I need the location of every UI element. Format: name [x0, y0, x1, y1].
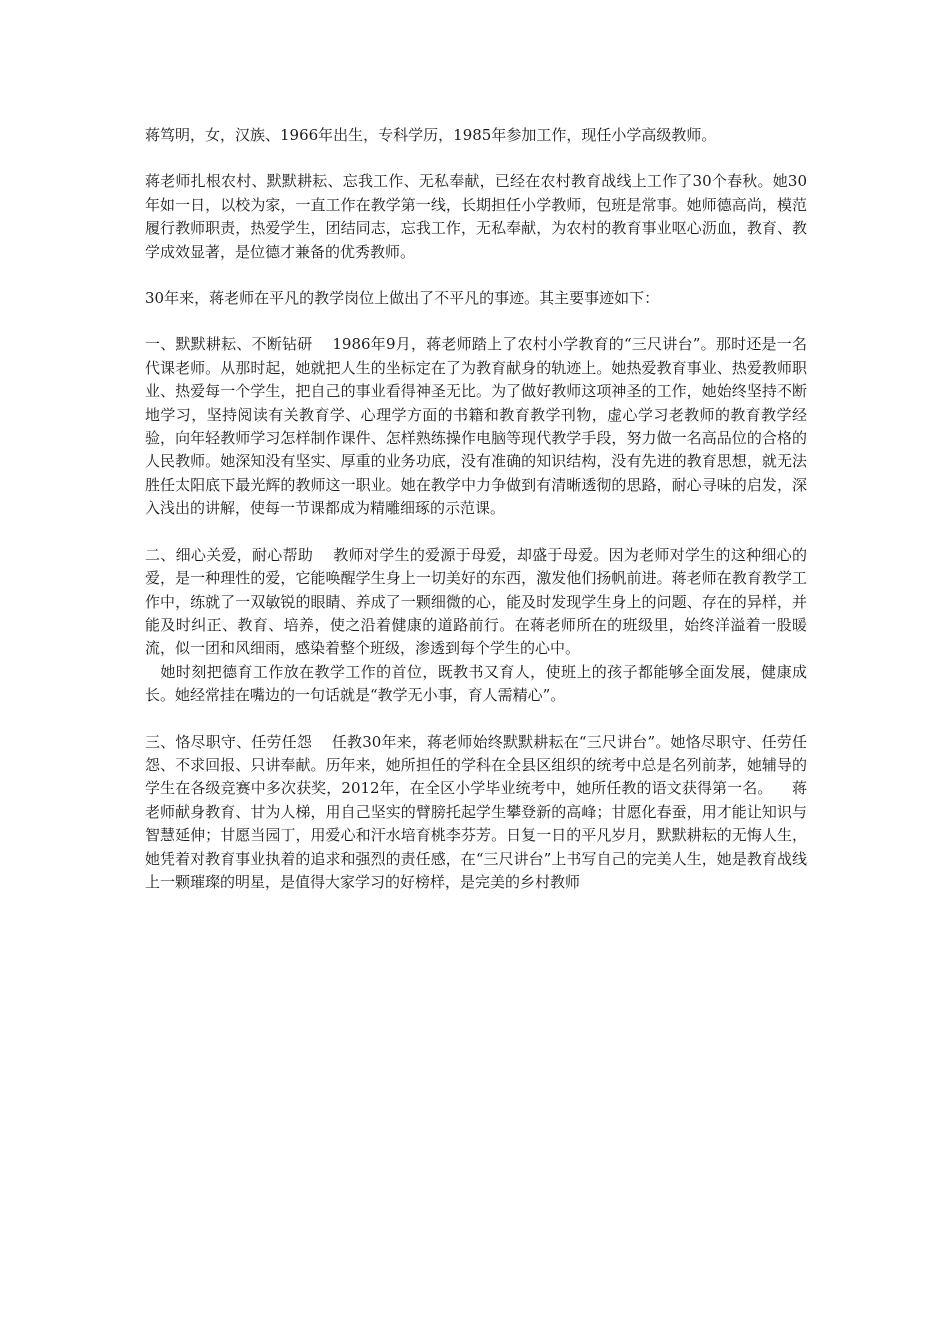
summary-paragraph: 蒋老师扎根农村、默默耕耘、忘我工作、无私奉献，已经在农村教育战线上工作了30个春秋。她30年如一日，以校为家，一直工作在教学第一线，长期担任小学教师，包班是常事。她师德高尚，模范履行教师职责，热爱学生，团结同志，忘我工作，无私奉献，为农村的教育事业呕心沥血，教育、教学成效显著，是位德才兼备的优秀教师。: [145, 172, 807, 261]
section-one-paragraph: 一、默默耕耘、不断钻研 1986年9月，蒋老师踏上了农村小学教育的“三尺讲台”。那时还是一名代课老师。从那时起，她就把人生的坐标定在了为教育献身的轨迹上。她热爱教育事业、热爱教师职业、热爱每一个学生，把自己的事业看得神圣无比。为了做好教师这项神圣的工作，她始终坚持不断地学习，坚持阅读有关教育学、心理学方面的书籍和教育教学刊物，虚心学习老教师的教育教学经验，向年轻教师学习怎样制作课件、怎样熟练操作电脑等现代教学手段，努力做一名高品位的合格的人民教师。她深知没有坚实、厚重的业务功底，没有准确的知识结构，没有先进的教育思想，就无法胜任太阳底下最光辉的教师这一职业。她在教学中力争做到有清晰透彻的思路，耐心寻味的启发，深入浅出的讲解，使每一节课都成为精雕细琢的示范课。: [145, 335, 807, 518]
section-three-paragraph: 三、恪尽职守、任劳任怨 任教30年来，蒋老师始终默默耕耘在“三尺讲台”。她恪尽职守、任劳任怨、不求回报、只讲奉献。历年来，她所担任的学科在全县区组织的统考中总是名列前茅，她辅导的学生在各级竞赛中多次获奖，2012年，在全区小学毕业统考中，她所任教的语文获得第一名。 蒋老师献身教育、甘为人梯，用自己坚实的臂膀托起学生攀登新的高峰；甘愿化春蚕，用才能让知识与智慧延伸；甘愿当园丁，用爱心和汗水培育桃李芬芳。日复一日的平凡岁月，默默耕耘的无悔人生，她凭着对教育事业执着的追求和强烈的责任感，在“三尺讲台”上书写自己的完美人生，她是教育战线上一颗璀璨的明星，是值得大家学习的好榜样，是完美的乡村教师: [145, 732, 807, 891]
lead-in-paragraph: 30年来，蒋老师在平凡的教学岗位上做出了不平凡的事迹。其主要事迹如下：: [145, 289, 660, 308]
document-body: [145, 124, 807, 917]
intro-paragraph: 蒋笃明，女，汉族、1966年出生，专科学历，1985年参加工作，现任小学高级教师。: [145, 126, 717, 144]
section-two-paragraph: 二、细心关爱，耐心帮助 教师对学生的爱源于母爱，却盛于母爱。因为老师对学生的这种细心的爱，是一种理性的爱，它能唤醒学生身上一切美好的东西，激发他们扬帆前进。蒋老师在教育教学工作中，练就了一双敏锐的眼睛、养成了一颗细微的心，能及时发现学生身上的问题、存在的异样，并能及时纠正、教育、培养，使之沿着健康的道路前行。在蒋老师所在的班级里，始终洋溢着一股暖流，似一团和风细雨，感染着整个班级，渗透到每个学生的心中。 她时刻把德育工作放在教学工作的首位，既教书又育人，使班上的孩子都能够全面发展，健康成长。她经常挂在嘴边的一句话就是“教学无小事，育人需精心”。: [145, 545, 807, 705]
